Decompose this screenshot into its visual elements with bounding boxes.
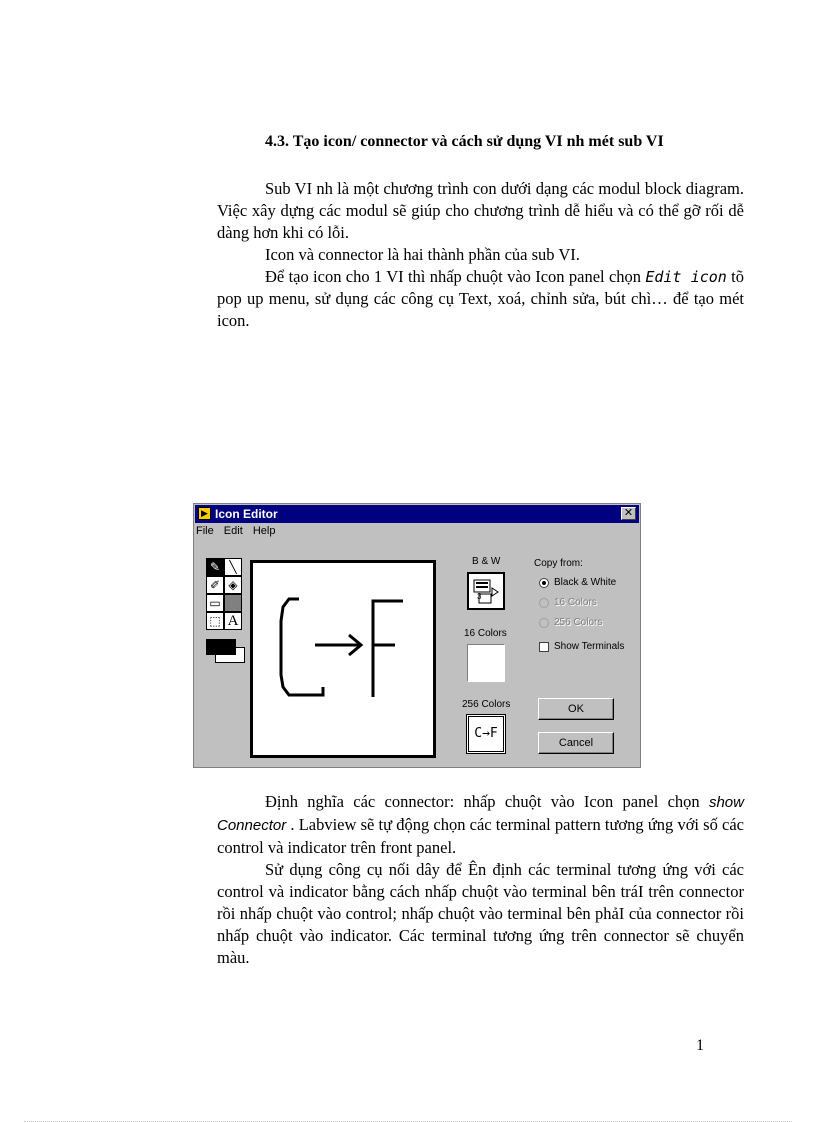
create-icon-text-b: tõ pop up menu, sử dụng các công cụ Text, xoá, chỉnh sửa, bút chì… để tạo mét icon. [217,267,744,330]
menu-file[interactable]: File [196,525,214,537]
line-tool-icon[interactable]: ╲ [224,558,242,576]
paragraph-wiring-tool: Sử dụng công cụ nối dây để Ên định các terminal tương ứng với các control và indicator bằng cách nhấp chuột vào terminal bên tráI trên connector rồi nhấp chuột vào control; nhấp chuột vào terminal bên phảI của connector rồi nhấp chuột vào indicator. Các terminal tương ứng trên connector sẽ chuyển màu. [217,860,744,967]
checkbox-box-icon [539,642,549,652]
fill-tool-icon[interactable]: ◈ [224,576,242,594]
labview-app-icon: ▶ [198,507,211,520]
radio-256-label: 256 Colors [554,617,603,628]
cancel-button[interactable]: Cancel [538,732,614,754]
outro-text [217,791,744,969]
radio-dot-icon [539,598,549,608]
radio-bw-label: Black & White [554,577,617,588]
colors16-label: 16 Colors [464,628,507,639]
paragraph-icon-connector: Icon và connector là hai thành phần của sub VI. [265,245,580,264]
radio-dot-icon [539,578,549,588]
text-tool-icon[interactable]: A [224,612,242,630]
window-title: Icon Editor [215,507,278,521]
colors256-label: 256 Colors [462,699,511,710]
edit-icon-term: Edit icon [645,268,727,286]
icon-canvas[interactable] [250,560,436,758]
filled-rectangle-tool-icon[interactable]: ▬ [224,594,242,612]
connector-thumb-icon [469,574,503,608]
create-icon-text-a: Để tạo icon cho 1 VI thì nhấp chuột vào Icon panel chọn [265,267,646,286]
paragraph-sub-vi: Sub VI nh là một chương trình con dưới dạng các modul block diagram. Việc xây dựng các modul sẽ giúp cho chương trình dễ hiểu và có thể gỡ rối dễ dàng hơn khi có lỗi. [217,179,744,242]
section-heading: 4.3. Tạo icon/ connector và cách sử dụng VI nh mét sub VI [265,133,664,150]
define-connector-text-a: Định nghĩa các connector: nhấp chuột vào Icon panel chọn [265,792,709,811]
pencil-tool-icon[interactable]: ✎ [206,558,224,576]
close-icon[interactable]: ✕ [621,507,636,520]
icon-editor-window [193,503,641,768]
colors256-icon-preview[interactable]: C→F [466,714,506,754]
select-tool-icon[interactable]: ⬚ [206,612,224,630]
radio-16-colors[interactable] [539,597,597,608]
radio-16-label: 16 Colors [554,597,597,608]
page-number: 1 [696,1037,704,1054]
bw-icon-preview[interactable] [467,572,505,610]
intro-text [217,178,744,332]
canvas-drawing [253,563,433,755]
menu-bar [196,525,282,541]
paragraph-define-connector [217,791,744,859]
radio-256-colors[interactable] [539,617,602,628]
colors16-icon-preview[interactable] [467,644,505,682]
show-connector-term: show Connector [217,794,744,834]
page-bottom-rule [24,1121,792,1122]
dropper-tool-icon[interactable]: ✐ [206,576,224,594]
show-terminals-label: Show Terminals [554,641,625,652]
ok-button[interactable]: OK [538,698,614,720]
copy-from-label: Copy from: [534,558,583,569]
bw-label: B & W [472,556,501,567]
radio-black-white[interactable] [539,577,616,588]
paragraph-create-icon [217,266,744,332]
menu-help[interactable]: Help [252,525,276,537]
show-terminals-checkbox[interactable] [539,641,624,652]
radio-dot-icon [539,618,549,628]
bw-preview-number: 3 [477,592,482,601]
menu-edit[interactable]: Edit [223,525,243,537]
define-connector-text-b: . Labview sẽ tự động chọn các terminal pattern tương ứng với số các control và indicator trên front panel. [217,815,744,857]
foreground-color-swatch[interactable] [206,639,236,655]
title-bar[interactable] [195,505,639,523]
rectangle-tool-icon[interactable]: ▭ [206,594,224,612]
